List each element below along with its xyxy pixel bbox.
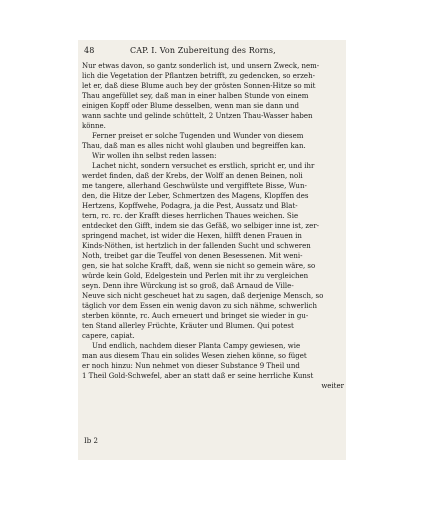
text-line: wann sachte und gelinde schüttelt, 2 Untzen Thau-Wasser haben	[82, 112, 313, 120]
text-line: entdecket den Gifft, indem sie das Gefäß, wo selbiger inne ist, zer-	[82, 222, 319, 230]
signature-mark: Ib 2	[84, 437, 98, 445]
text-line: ten Stand allerley Früchte, Kräuter und Blumen. Qui potest	[82, 322, 294, 330]
text-line: capere, capiat.	[82, 332, 135, 340]
text-line: könne.	[82, 122, 106, 130]
running-head-title: CAP. I. Von Zubereitung des Rorns,	[130, 46, 276, 55]
text-line: werdet finden, daß der Krebs, der Wolff an denen Beinen, noli	[82, 172, 303, 180]
text-line: Hertzens, Kopffwehe, Podagra, ja die Pest, Aussatz und Blat-	[82, 202, 298, 210]
page-number: 48	[84, 46, 95, 55]
text-line: Thau, daß man es alles nicht wohl glauben und begreiffen kan.	[82, 142, 306, 150]
text-line: lich die Vegetation der Pflantzen betrifft, zu gedencken, so erzeh-	[82, 72, 315, 80]
text-line: springend machet, ist wider die Hexen, hilfft denen Frauen in	[82, 232, 302, 240]
text-line: Thau angefüllet sey, daß man in einer halben Stunde von einem	[82, 92, 309, 100]
text-line: Noth, treibet gar die Teuffel von denen Besessenen. Mit weni-	[82, 252, 303, 260]
text-line: sterben könnte, rc. Auch erneuert und bringet sie wieder in gu-	[82, 312, 309, 320]
text-line: Lachet nicht, sondern versuchet es erstlich, spricht er, und ihr	[92, 162, 315, 170]
text-line: gen, sie hat solche Krafft, daß, wenn sie nicht so gemein wäre, so	[82, 262, 316, 270]
text-line: man aus diesem Thau ein solides Wesen ziehen könne, so füget	[82, 352, 307, 360]
running-header	[84, 46, 346, 60]
text-line: Ferner preiset er solche Tugenden und Wunder von diesem	[92, 132, 304, 140]
text-line: er noch hinzu: Nun nehmet von dieser Substance 9 Theil und	[82, 362, 300, 370]
text-line: täglich vor dem Essen ein wenig davon zu sich nähme, schwerlich	[82, 302, 317, 310]
text-line: let er, daß diese Blume auch bey der grösten Sonnen-Hitze so mit	[82, 82, 316, 90]
text-line: me tangere, allerhand Geschwülste und vergifftete Bisse, Wun-	[82, 182, 307, 190]
page-body-text	[82, 61, 344, 391]
text-line: Nur etwas davon, so gantz sonderlich ist, und unsern Zweck, nem-	[82, 62, 320, 70]
text-line: Kinds-Nöthen, ist hertzlich in der fallenden Sucht und schweren	[82, 242, 311, 250]
text-line: den, die Hitze der Leber, Schmertzen des Magens, Klopffen des	[82, 192, 309, 200]
text-line: Und endlich, nachdem dieser Planta Campy gewiesen, wie	[92, 342, 301, 350]
text-line: weiter	[321, 382, 344, 390]
text-line: seyn. Denn ihre Würckung ist so groß, daß Arnaud de Ville-	[82, 282, 294, 290]
text-line: einigen Kopff oder Blume desselben, wenn man sie dann und	[82, 102, 300, 110]
text-line: würde kein Gold, Edelgestein und Perlen mit ihr zu vergleichen	[82, 272, 309, 280]
text-line: 1 Theil Gold-Schwefel, aber an statt daß er seine herrliche Kunst	[82, 372, 314, 380]
text-line: tern, rc. rc. der Krafft dieses herrlichen Thaues weichen. Sie	[82, 212, 299, 220]
text-line: Neuve sich nicht gescheuet hat zu sagen, daß derjenige Mensch, so	[82, 292, 324, 300]
text-line: Wir wollen ihn selbst reden lassen:	[92, 152, 217, 160]
